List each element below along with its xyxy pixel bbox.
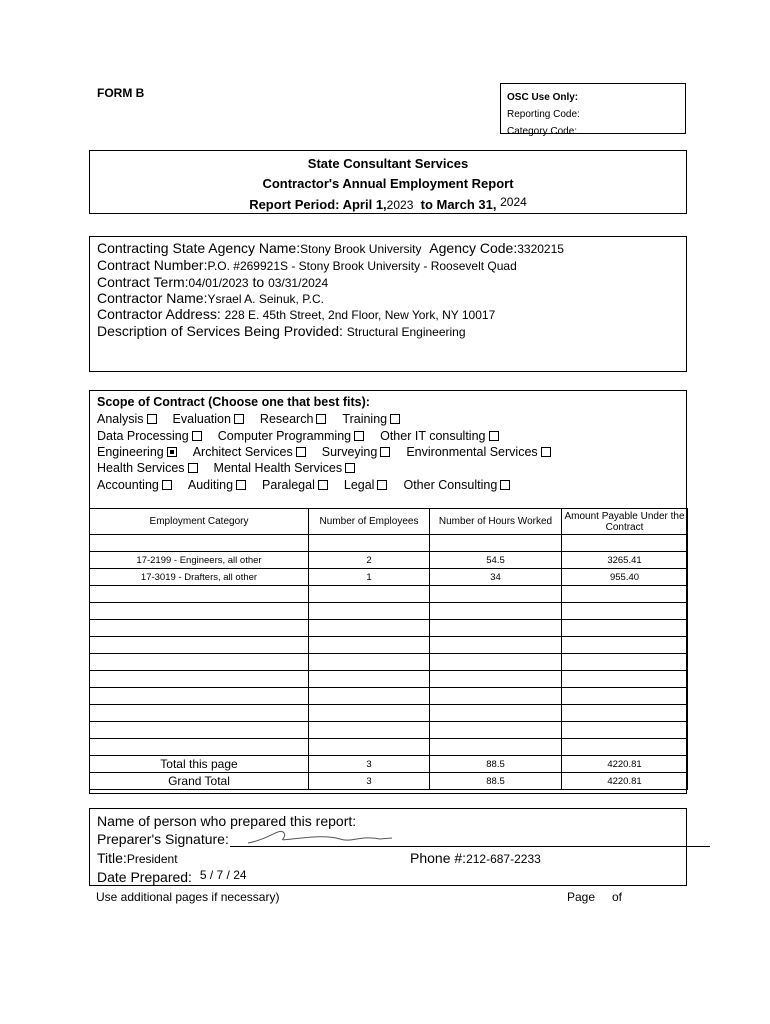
scope-title: Scope of Contract (Choose one that best fits):: [97, 395, 370, 409]
reporting-code-label: Reporting Code:: [507, 109, 580, 120]
contract-number-line: [97, 257, 517, 273]
scope-row-4: [97, 461, 371, 475]
contract-number-label: Contract Number:: [97, 257, 208, 273]
scope-option: [342, 412, 400, 426]
scope-option: [97, 412, 157, 426]
table-cell: [430, 654, 562, 671]
scope-option-label: Mental Health Services: [213, 461, 343, 475]
table-cell: [90, 739, 309, 756]
agency-line: [97, 240, 564, 256]
scope-option-label: Accounting: [97, 478, 159, 492]
additional-pages-note: Use additional pages if necessary): [96, 890, 280, 904]
table-cell: [430, 637, 562, 654]
title-label: Title:: [97, 850, 127, 866]
period-start-year: 2023: [386, 198, 414, 212]
table-cell: [90, 535, 309, 552]
scope-option: [97, 445, 177, 459]
scope-checkbox[interactable]: [489, 431, 499, 441]
grand-total-row: [90, 773, 688, 790]
scope-option-label: Other Consulting: [403, 478, 498, 492]
table-cell: 1: [309, 569, 430, 586]
agency-code-label: Agency Code:: [429, 240, 518, 256]
agency-label: Contracting State Agency Name:: [97, 240, 301, 256]
table-cell: [562, 705, 688, 722]
scope-checkbox[interactable]: [296, 447, 306, 457]
table-cell: [430, 705, 562, 722]
table-cell: [309, 586, 430, 603]
scope-checkbox[interactable]: [541, 447, 551, 457]
scope-option: [97, 429, 202, 443]
table-cell: 955.40: [562, 569, 688, 586]
preparer-signature-label: Preparer's Signature:: [97, 831, 229, 847]
preparer-title-line: [97, 850, 178, 866]
scope-option: [193, 445, 306, 459]
scope-option: [97, 461, 198, 475]
table-cell: 3: [309, 773, 430, 790]
scope-checkbox[interactable]: [354, 431, 364, 441]
osc-use-only-box: [500, 83, 686, 137]
table-row: [90, 552, 688, 569]
table-cell: [562, 637, 688, 654]
agency-code-value: 3320215: [517, 242, 564, 256]
contract-term-label: Contract Term:: [97, 274, 189, 290]
table-cell: [309, 671, 430, 688]
header-amount-payable: Amount Payable Under the Contract: [562, 509, 688, 535]
table-cell: [90, 688, 309, 705]
report-title-line2: Contractor's Annual Employment Report: [262, 176, 514, 191]
scope-checkbox[interactable]: [162, 480, 172, 490]
scope-row-5: [97, 478, 526, 492]
table-cell: [90, 620, 309, 637]
page-label: Page: [567, 890, 596, 904]
contractor-address-line: [97, 306, 495, 322]
table-cell: [562, 739, 688, 756]
scope-option-label: Environmental Services: [406, 445, 538, 459]
report-title-box: [89, 150, 687, 214]
scope-checkbox[interactable]: [167, 447, 177, 457]
table-cell: 2: [309, 552, 430, 569]
scope-option: [403, 478, 510, 492]
scope-option-label: Other IT consulting: [380, 429, 486, 443]
scope-option-label: Engineering: [97, 445, 164, 459]
table-cell: Grand Total: [90, 773, 309, 790]
osc-title: OSC Use Only:: [507, 92, 579, 103]
table-cell: [430, 688, 562, 705]
date-prepared-line: [97, 869, 247, 885]
scope-option: [218, 429, 364, 443]
table-cell: [562, 688, 688, 705]
scope-checkbox[interactable]: [234, 414, 244, 424]
scope-option: [188, 478, 246, 492]
title-value: President: [126, 852, 178, 866]
table-cell: [90, 705, 309, 722]
table-cell: [562, 603, 688, 620]
scope-option-label: Computer Programming: [217, 429, 352, 443]
table-cell: [562, 722, 688, 739]
scope-row-1: [97, 412, 416, 426]
scope-option: [173, 412, 244, 426]
contract-info-box: [89, 236, 687, 372]
scope-checkbox[interactable]: [377, 480, 387, 490]
date-prepared-label: Date Prepared:: [97, 869, 192, 885]
table-cell: 88.5: [430, 773, 562, 790]
preparer-name-label: Name of person who prepared this report:: [97, 813, 357, 829]
agency-value: Stony Brook University: [300, 242, 422, 256]
table-row-blank: [90, 620, 688, 637]
table-cell: [309, 654, 430, 671]
table-cell: [309, 620, 430, 637]
preparer-box: [89, 808, 687, 886]
table-cell: 34: [430, 569, 562, 586]
scope-option-label: Architect Services: [192, 445, 293, 459]
table-cell: [430, 620, 562, 637]
table-cell: [430, 671, 562, 688]
scope-row-2: [97, 429, 515, 443]
table-row-blank: [90, 535, 688, 552]
category-code-label: Category Code:: [507, 126, 578, 137]
table-cell: [90, 671, 309, 688]
scope-option-label: Auditing: [187, 478, 234, 492]
contractor-name-line: [97, 290, 324, 306]
contract-term-line: [97, 274, 328, 290]
table-row-blank: [90, 671, 688, 688]
table-cell: [309, 603, 430, 620]
table-row-blank: [90, 603, 688, 620]
table-header-row: [90, 509, 688, 535]
employment-table: [89, 508, 688, 790]
term-end: 03/31/2024: [268, 276, 329, 290]
table-cell: Total this page: [90, 756, 309, 773]
scope-option-label: Data Processing: [97, 429, 189, 443]
header-hours-worked: Number of Hours Worked: [430, 509, 562, 535]
scope-option-label: Surveying: [321, 445, 378, 459]
scope-option: [260, 412, 327, 426]
total-this-page-row: [90, 756, 688, 773]
table-cell: 4220.81: [562, 756, 688, 773]
scope-option-label: Analysis: [97, 412, 144, 426]
table-cell: [90, 637, 309, 654]
services-line: [97, 323, 466, 339]
table-cell: [430, 603, 562, 620]
scope-option-label: Legal: [343, 478, 375, 492]
table-row-blank: [90, 739, 688, 756]
table-cell: 3: [309, 756, 430, 773]
table-row-blank: [90, 654, 688, 671]
table-cell: 17-2199 - Engineers, all other: [90, 552, 309, 569]
scope-option: [322, 445, 391, 459]
services-value: Structural Engineering: [346, 325, 466, 339]
scope-option: [97, 478, 172, 492]
contractor-address-value: 228 E. 45th Street, 2nd Floor, New York, NY 10017: [224, 308, 496, 322]
table-cell: [562, 586, 688, 603]
table-cell: [430, 535, 562, 552]
table-cell: [430, 739, 562, 756]
scope-row-3: [97, 445, 567, 459]
scope-checkbox[interactable]: [188, 463, 198, 473]
table-cell: [90, 586, 309, 603]
table-cell: [309, 535, 430, 552]
scope-option: [214, 461, 356, 475]
contractor-name-value: Ysrael A. Seinuk, P.C.: [207, 292, 324, 306]
scope-option: [406, 445, 550, 459]
scope-checkbox[interactable]: [318, 480, 328, 490]
table-cell: [309, 739, 430, 756]
scope-option: [262, 478, 328, 492]
table-cell: [90, 722, 309, 739]
form-label: FORM B: [97, 86, 145, 100]
scope-checkbox[interactable]: [500, 480, 510, 490]
report-period: [90, 197, 686, 212]
report-title-line1: State Consultant Services: [307, 156, 469, 171]
table-cell: [430, 586, 562, 603]
scope-checkbox[interactable]: [380, 447, 390, 457]
table-cell: [309, 722, 430, 739]
signature-scribble-icon: [240, 825, 400, 849]
period-end-label: to March 31,: [420, 197, 497, 212]
table-cell: [309, 705, 430, 722]
table-cell: 4220.81: [562, 773, 688, 790]
header-number-of-employees: Number of Employees: [309, 509, 430, 535]
term-to: to: [252, 274, 265, 290]
table-row-blank: [90, 586, 688, 603]
contractor-address-label: Contractor Address:: [97, 306, 221, 322]
scope-checkbox[interactable]: [345, 463, 355, 473]
table-cell: 88.5: [430, 756, 562, 773]
table-row-blank: [90, 637, 688, 654]
table-cell: 54.5: [430, 552, 562, 569]
table-row: [90, 569, 688, 586]
phone-value: 212-687-2233: [466, 852, 541, 866]
table-cell: [562, 535, 688, 552]
table-cell: 17-3019 - Drafters, all other: [90, 569, 309, 586]
phone-line: [410, 850, 541, 866]
period-start-label: Report Period: April 1,: [249, 197, 387, 212]
scope-checkbox[interactable]: [316, 414, 326, 424]
scope-checkbox[interactable]: [147, 414, 157, 424]
phone-label: Phone #:: [410, 850, 467, 866]
scope-option-label: Research: [259, 412, 314, 426]
contractor-name-label: Contractor Name:: [97, 290, 208, 306]
table-cell: [90, 654, 309, 671]
table-cell: [309, 637, 430, 654]
scope-option-label: Paralegal: [262, 478, 315, 492]
scope-checkbox[interactable]: [236, 480, 246, 490]
scope-checkbox[interactable]: [192, 431, 202, 441]
period-end-year: 2024: [500, 195, 527, 209]
table-cell: [562, 654, 688, 671]
table-cell: [562, 671, 688, 688]
table-cell: [90, 603, 309, 620]
table-row-blank: [90, 688, 688, 705]
term-start: 04/01/2023: [188, 276, 249, 290]
scope-option-label: Training: [342, 412, 388, 426]
scope-option: [344, 478, 388, 492]
table-cell: [430, 722, 562, 739]
scope-checkbox[interactable]: [390, 414, 400, 424]
scope-option: [380, 429, 498, 443]
contract-number-value: P.O. #269921S - Stony Brook University - Roosevelt Quad: [207, 259, 517, 273]
header-employment-category: Employment Category: [90, 509, 309, 535]
table-cell: [309, 688, 430, 705]
table-row-blank: [90, 722, 688, 739]
table-cell: [562, 620, 688, 637]
services-label: Description of Services Being Provided:: [97, 323, 343, 339]
date-prepared-value: 5 / 7 / 24: [199, 868, 247, 882]
table-cell: 3265.41: [562, 552, 688, 569]
of-label: of: [612, 890, 623, 904]
scope-option-label: Evaluation: [172, 412, 231, 426]
scope-option-label: Health Services: [97, 461, 185, 475]
table-row-blank: [90, 705, 688, 722]
